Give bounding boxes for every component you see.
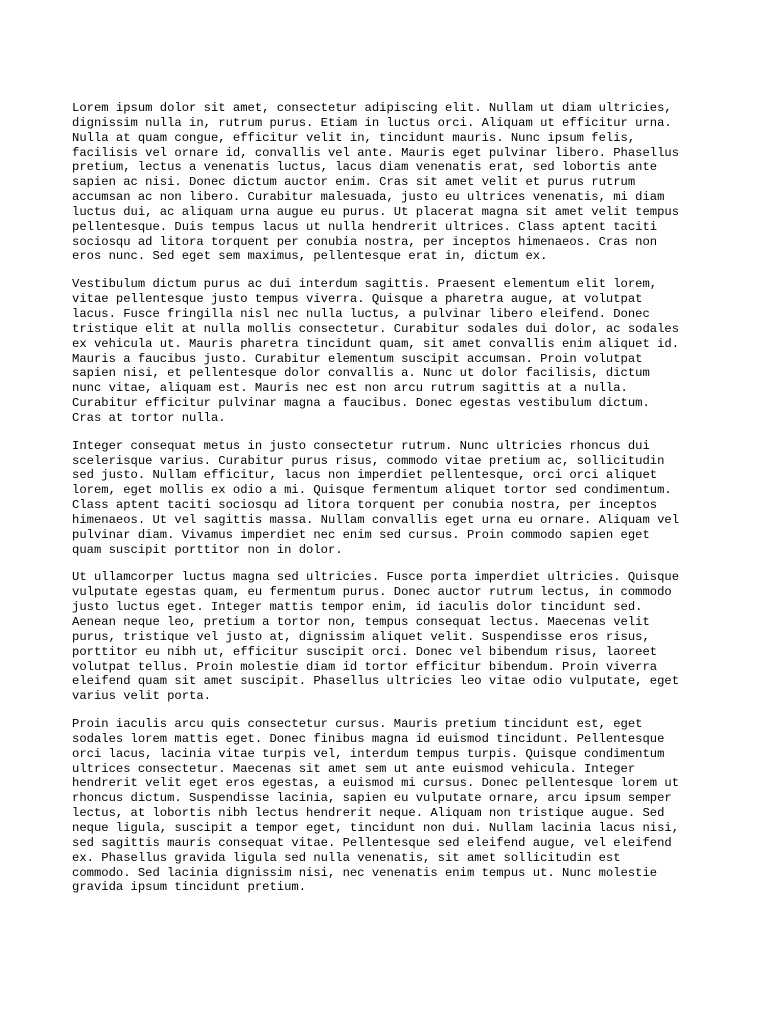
paragraph-2: Vestibulum dictum purus ac dui interdum sagittis. Praesent elementum elit lorem, vitae pellentesque justo tempus viverra. Quisque a pharetra augue, at volutpat lacus. Fusce fringilla nisl nec nulla luctus, a pulvinar libero eleifend. Donec tristique elit at nulla mollis consectetur. Curabitur sodales dui dolor, ac sodales ex vehicula ut. Mauris pharetra tincidunt quam, sit amet convallis enim aliquet id. Mauris a faucibus justo. Curabitur elementum suscipit accumsan. Proin volutpat sapien nisi, et pellentesque dolor convallis a. Nunc ut dolor facilisis, dictum nunc vitae, aliquam est. Mauris nec est non arcu rutrum sagittis at a nulla. Curabitur efficitur pulvinar magna a faucibus. Donec egestas vestibulum dictum. Cras at tortor nulla.	[72, 277, 680, 425]
document-body	[72, 101, 702, 908]
paragraph-4: Ut ullamcorper luctus magna sed ultricies. Fusce porta imperdiet ultricies. Quisque vulputate egestas quam, eu fermentum purus. Donec auctor rutrum lectus, in commodo justo luctus eget. Integer mattis tempor enim, id iaculis dolor tincidunt sed. Aenean neque leo, pretium a tortor non, tempus consequat lectus. Maecenas velit purus, tristique vel justo at, dignissim aliquet velit. Suspendisse eros risus, porttitor eu nibh ut, efficitur suscipit orci. Donec vel bibendum risus, laoreet volutpat tellus. Proin molestie diam id tortor efficitur bibendum. Proin viverra eleifend quam sit amet suscipit. Phasellus ultricies leo vitae odio vulputate, eget varius velit porta.	[72, 570, 680, 704]
paragraph-3: Integer consequat metus in justo consectetur rutrum. Nunc ultricies rhoncus dui scelerisque varius. Curabitur purus risus, commodo vitae pretium ac, sollicitudin sed justo. Nullam efficitur, lacus non imperdiet pellentesque, orci orci aliquet lorem, eget mollis ex odio a mi. Quisque fermentum aliquet tortor sed condimentum. Class aptent taciti sociosqu ad litora torquent per conubia nostra, per inceptos himenaeos. Ut vel sagittis massa. Nullam convallis eget urna eu ornare. Aliquam vel pulvinar diam. Vivamus imperdiet nec enim sed cursus. Proin commodo sapien eget quam suscipit porttitor non in dolor.	[72, 438, 680, 557]
paragraph-1: Lorem ipsum dolor sit amet, consectetur adipiscing elit. Nullam ut diam ultricies, dignissim nulla in, rutrum purus. Etiam in luctus orci. Aliquam ut efficitur urna. Nulla at quam congue, efficitur velit in, tincidunt mauris. Nunc ipsum felis, facilisis vel ornare id, convallis vel ante. Mauris eget pulvinar libero. Phasellus pretium, lectus a venenatis luctus, lacus diam venenatis erat, sed lobortis ante sapien ac nisi. Donec dictum auctor enim. Cras sit amet velit et purus rutrum accumsan ac non libero. Curabitur malesuada, justo eu ultrices venenatis, mi diam luctus dui, ac aliquam urna augue eu purus. Ut placerat magna sit amet velit tempus pellentesque. Duis tempus lacus ut nulla hendrerit ultrices. Class aptent taciti sociosqu ad litora torquent per conubia nostra, per inceptos himenaeos. Cras non eros nunc. Sed eget sem maximus, pellentesque erat in, dictum ex.	[72, 101, 680, 264]
paragraph-5: Proin iaculis arcu quis consectetur cursus. Mauris pretium tincidunt est, eget sodales lorem mattis eget. Donec finibus magna id euismod tincidunt. Pellentesque orci lacus, lacinia vitae turpis vel, interdum tempus turpis. Quisque condimentum ultrices consectetur. Maecenas sit amet sem ut ante euismod vehicula. Integer hendrerit velit eget eros egestas, a euismod mi cursus. Donec pellentesque lorem ut rhoncus dictum. Suspendisse lacinia, sapien eu vulputate ornare, arcu ipsum semper lectus, at lobortis nibh lectus hendrerit neque. Aliquam non tristique augue. Sed neque ligula, suscipit a tempor eget, tincidunt non dui. Nullam lacinia lacus nisi, sed sagittis mauris consequat vitae. Pellentesque sed eleifend augue, vel eleifend ex. Phasellus gravida ligula sed nulla venenatis, sit amet sollicitudin est commodo. Sed lacinia dignissim nisi, nec venenatis enim tempus ut. Nunc molestie gravida ipsum tincidunt pretium.	[72, 717, 680, 895]
